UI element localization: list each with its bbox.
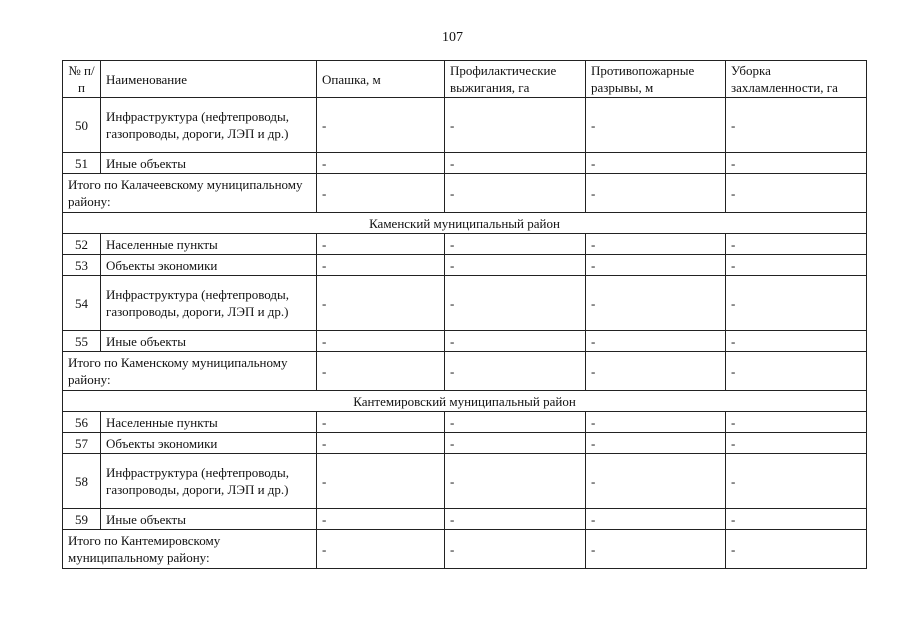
plowing-value: - [317,234,445,255]
plowing-value: - [317,433,445,454]
total-row [63,352,867,391]
cleanup-value: - [726,234,867,255]
plowing-value: - [317,352,445,391]
plowing-value: - [317,98,445,153]
firebreak-value: - [586,276,726,331]
fire-prevention-table [62,60,867,569]
burning-value: - [445,153,586,174]
burning-value: - [445,530,586,569]
row-name: Объекты экономики [101,255,317,276]
header-firebreaks: Противопожарные разрывы, м [586,61,726,98]
row-name: Объекты экономики [101,433,317,454]
row-number: 53 [63,255,101,276]
row-number: 56 [63,412,101,433]
plowing-value: - [317,153,445,174]
cleanup-value: - [726,530,867,569]
burning-value: - [445,454,586,509]
total-label: Итого по Кантемировскому муниципальному району: [63,530,317,569]
plowing-value: - [317,412,445,433]
header-name: Наименование [101,61,317,98]
total-label: Итого по Каменскому муниципальному району: [63,352,317,391]
cleanup-value: - [726,255,867,276]
firebreak-value: - [586,174,726,213]
section-title: Кантемировский муниципальный район [63,391,867,412]
header-prescribed-burning: Профилактические выжигания, га [445,61,586,98]
row-number: 55 [63,331,101,352]
cleanup-value: - [726,98,867,153]
firebreak-value: - [586,234,726,255]
plowing-value: - [317,454,445,509]
cleanup-value: - [726,509,867,530]
cleanup-value: - [726,331,867,352]
table-body [63,98,867,569]
row-number: 52 [63,234,101,255]
row-number: 58 [63,454,101,509]
firebreak-value: - [586,454,726,509]
header-debris-cleanup: Уборка захламленности, га [726,61,867,98]
table-row [63,412,867,433]
cleanup-value: - [726,352,867,391]
table-row [63,331,867,352]
burning-value: - [445,255,586,276]
table-row [63,153,867,174]
page-number: 107 [442,30,463,45]
burning-value: - [445,276,586,331]
row-number: 54 [63,276,101,331]
table-row [63,454,867,509]
cleanup-value: - [726,276,867,331]
burning-value: - [445,234,586,255]
burning-value: - [445,98,586,153]
table-row [63,509,867,530]
section-title: Каменский муниципальный район [63,213,867,234]
firebreak-value: - [586,433,726,454]
table-row [63,276,867,331]
table-row [63,234,867,255]
row-name: Инфраструктура (нефтепроводы, газопроводы, дороги, ЛЭП и др.) [101,98,317,153]
section-header-row [63,213,867,234]
table-row [63,255,867,276]
row-number: 57 [63,433,101,454]
burning-value: - [445,433,586,454]
burning-value: - [445,174,586,213]
cleanup-value: - [726,153,867,174]
plowing-value: - [317,276,445,331]
cleanup-value: - [726,433,867,454]
plowing-value: - [317,174,445,213]
table-row [63,98,867,153]
row-name: Иные объекты [101,153,317,174]
total-row [63,530,867,569]
burning-value: - [445,352,586,391]
row-name: Инфраструктура (нефтепроводы, газопроводы, дороги, ЛЭП и др.) [101,276,317,331]
firebreak-value: - [586,98,726,153]
cleanup-value: - [726,412,867,433]
firebreak-value: - [586,530,726,569]
firebreak-value: - [586,331,726,352]
row-number: 50 [63,98,101,153]
section-header-row [63,391,867,412]
plowing-value: - [317,255,445,276]
header-plowing: Опашка, м [317,61,445,98]
firebreak-value: - [586,509,726,530]
total-row [63,174,867,213]
burning-value: - [445,509,586,530]
cleanup-value: - [726,454,867,509]
firebreak-value: - [586,352,726,391]
row-name: Инфраструктура (нефтепроводы, газопроводы, дороги, ЛЭП и др.) [101,454,317,509]
row-name: Иные объекты [101,331,317,352]
plowing-value: - [317,530,445,569]
header-number: № п/п [63,61,101,98]
row-name: Населенные пункты [101,234,317,255]
row-name: Населенные пункты [101,412,317,433]
plowing-value: - [317,331,445,352]
firebreak-value: - [586,255,726,276]
row-number: 51 [63,153,101,174]
table-row [63,433,867,454]
burning-value: - [445,331,586,352]
firebreak-value: - [586,412,726,433]
total-label: Итого по Калачеевскому муниципальному району: [63,174,317,213]
burning-value: - [445,412,586,433]
cleanup-value: - [726,174,867,213]
row-number: 59 [63,509,101,530]
firebreak-value: - [586,153,726,174]
plowing-value: - [317,509,445,530]
row-name: Иные объекты [101,509,317,530]
